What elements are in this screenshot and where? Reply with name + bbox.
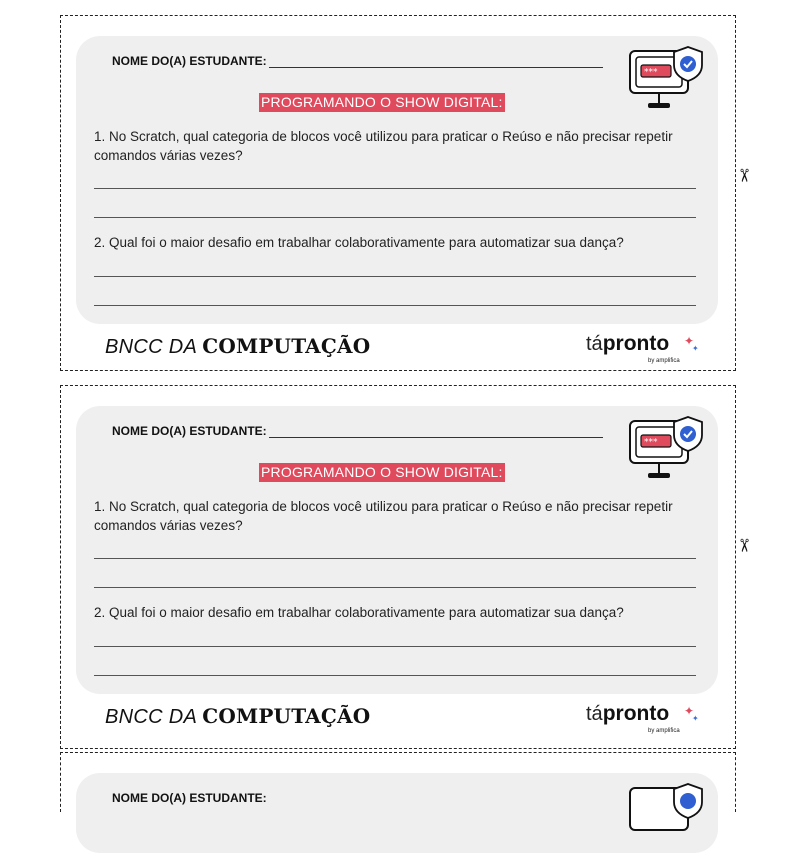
brand-ta: tá <box>586 333 603 355</box>
brand-ta: tá <box>586 703 603 725</box>
question-2: 2. Qual foi o maior desafio em trabalhar colaborativamente para automatizar sua dança? <box>94 605 624 620</box>
scissors-icon: ✂ <box>734 537 755 554</box>
sparkle-icon: ✦ <box>684 704 695 718</box>
answer-line[interactable] <box>94 305 696 306</box>
sparkle-icon: ✦ <box>692 714 699 723</box>
answer-line[interactable] <box>94 587 696 588</box>
worksheet-title: PROGRAMANDO O SHOW DIGITAL: <box>261 94 503 110</box>
answer-line[interactable] <box>94 276 696 277</box>
student-name-label: NOME DO(A) ESTUDANTE: <box>112 424 267 438</box>
student-name-row <box>112 54 603 68</box>
ta-pronto-logo <box>586 332 706 368</box>
answer-line[interactable] <box>94 558 696 559</box>
brand-by: by amplifica <box>648 728 680 734</box>
student-name-label: NOME DO(A) ESTUDANTE: <box>112 54 267 68</box>
question-2: 2. Qual foi o maior desafio em trabalhar colaborativamente para automatizar sua dança? <box>94 235 624 250</box>
bncc-logo-heavy: COMPUTAÇÃO <box>202 704 371 728</box>
student-name-field[interactable] <box>269 425 603 438</box>
bncc-logo-light: BNCC DA <box>105 706 203 728</box>
brand-pronto: pronto <box>602 702 670 725</box>
question-panel <box>76 773 718 853</box>
question-1: 1. No Scratch, qual categoria de blocos você utilizou para praticar o Reúso e não precisar repetir comandos várias vezes? <box>94 129 673 163</box>
svg-text:***: *** <box>644 437 658 448</box>
student-name-field[interactable] <box>269 55 603 68</box>
worksheet-title: PROGRAMANDO O SHOW DIGITAL: <box>261 464 503 480</box>
bncc-logo <box>105 334 370 359</box>
question-panel <box>76 406 718 694</box>
answer-line[interactable] <box>94 675 696 676</box>
svg-text:***: *** <box>644 67 658 78</box>
secure-monitor-icon <box>626 45 712 122</box>
scissors-icon: ✂ <box>734 167 755 184</box>
worksheet-card-2 <box>60 385 736 749</box>
brand-pronto: pronto <box>602 332 670 355</box>
student-name-row <box>112 791 267 805</box>
secure-monitor-icon <box>626 782 712 859</box>
answer-line[interactable] <box>94 188 696 189</box>
bncc-logo-heavy: COMPUTAÇÃO <box>202 334 371 358</box>
question-1: 1. No Scratch, qual categoria de blocos você utilizou para praticar o Reúso e não precisar repetir comandos várias vezes? <box>94 499 673 533</box>
worksheet-card-1 <box>60 15 736 371</box>
answer-line[interactable] <box>94 217 696 218</box>
question-panel <box>76 36 718 324</box>
answer-line[interactable] <box>94 646 696 647</box>
student-name-label: NOME DO(A) ESTUDANTE: <box>112 791 267 805</box>
sparkle-icon: ✦ <box>692 344 699 353</box>
student-name-row <box>112 424 603 438</box>
bncc-logo <box>105 704 370 729</box>
worksheet-card-3 <box>60 752 736 812</box>
bncc-logo-light: BNCC DA <box>105 336 203 358</box>
secure-monitor-icon <box>626 415 712 492</box>
brand-by: by amplifica <box>648 358 680 364</box>
sparkle-icon: ✦ <box>684 334 695 348</box>
ta-pronto-logo <box>586 702 706 738</box>
